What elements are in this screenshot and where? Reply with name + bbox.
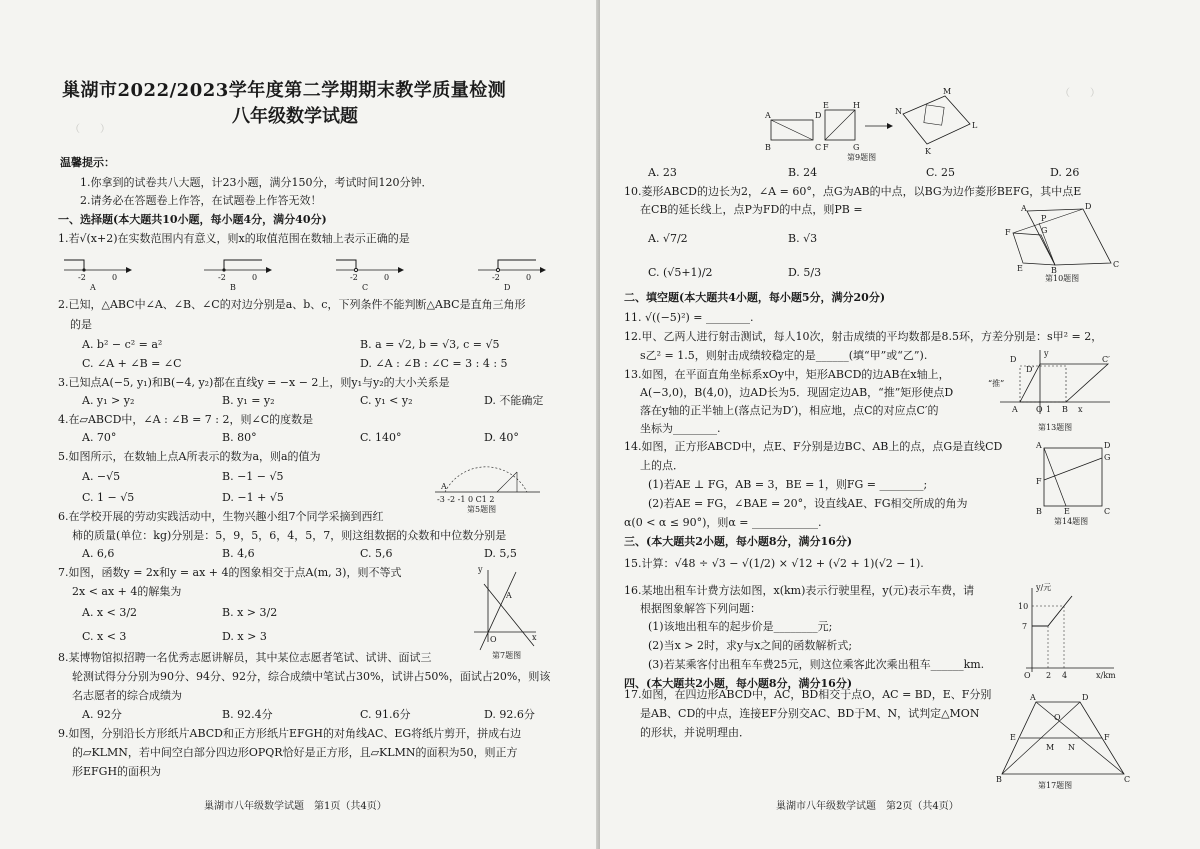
svg-text:0: 0 [252,273,258,282]
q7-figure [470,562,540,658]
svg-text:-2: -2 [492,273,500,282]
svg-text:K: K [925,147,931,156]
svg-text:B: B [1051,266,1057,275]
q14-part-1: (1)若AE ⊥ FG，AB = 3，BE = 1，则FG = ________; [648,478,928,491]
q1-option-b: B [230,283,236,292]
q6-stem-1: 6.在学校开展的劳动实践活动中，生物兴趣小组7个同学采摘到西红 [58,510,384,523]
q8-stem-2: 轮测试得分分别为90分、94分、92分，综合成绩中笔试占30%，试讲占50%，面试占20%，则该 [72,670,551,683]
section4-heading: 四、(本大题共2小题，每小题8分，满分16分) [624,677,853,690]
q9-option-d: D. 26 [1050,166,1080,179]
svg-text:M: M [1046,743,1055,752]
q14-stem-2: 上的点． [640,459,684,472]
svg-text:C: C [1113,260,1120,269]
q8-option-c: C. 91.6分 [360,708,411,721]
q2-option-d: D. ∠A : ∠B : ∠C = 3 : 4 : 5 [360,357,508,370]
section3-heading: 三、(本大题共2小题，每小题8分，满分16分) [624,535,853,548]
svg-text:E: E [1010,733,1016,742]
svg-text:B: B [1036,507,1042,516]
q13-stem-3: 落在y轴的正半轴上(落点记为D′)，相应地，点C的对应点C′的 [640,404,939,417]
q7-option-b: B. x > 3/2 [222,606,278,619]
svg-text:D: D [1104,441,1111,450]
footer-right: 巢湖市八年级数学试题 第2页（共4页） [776,801,959,812]
svg-text:4: 4 [1062,671,1068,680]
bleed-through-right: （ ） [1060,88,1100,99]
svg-text:C′: C′ [1102,355,1110,364]
svg-text:O: O [1054,713,1061,722]
q6-option-c: C. 5,6 [360,547,393,560]
svg-text:第7题图: 第7题图 [492,651,522,660]
footer-left: 巢湖市八年级数学试题 第1页（共4页） [204,801,387,812]
svg-text:G: G [853,143,860,152]
q6-stem-2: 柿的质量(单位：kg)分别是：5，9，5，6，4，5，7，则这组数据的众数和中位数分别是 [72,529,507,542]
svg-text:A: A [506,591,512,600]
q7-stem-2: 2x < ax + 4的解集为 [72,585,182,598]
q8-option-a: A. 92分 [82,708,122,721]
q3-stem: 3.已知点A(−5, y₁)和B(−4, y₂)都在直线y = −x − 2上，则y₁与y₂的大小关系是 [58,376,450,389]
svg-text:x: x [532,633,537,642]
q12-stem-1: 12.甲、乙两人进行射击测试，每人10次，射击成绩的平均数都是8.5环，方差分别是：s甲² = 2， [624,330,1103,343]
q3-option-b: B. y₁ = y₂ [222,394,275,407]
q7-option-d: D. x > 3 [222,630,267,643]
q8-option-d: D. 92.6分 [484,708,535,721]
q3-option-a: A. y₁ > y₂ [82,394,135,407]
svg-text:D: D [1082,693,1089,702]
q1-number-lines [60,252,600,292]
q17-stem-3: 的形状，并说明理由． [640,726,750,739]
q8-stem-3: 名志愿者的综合成绩为 [72,689,182,702]
svg-text:O: O [1024,671,1031,680]
q4-option-b: B. 80° [222,431,257,444]
q4-stem: 4.在▱ABCD中，∠A : ∠B = 7 : 2，则∠C的度数是 [58,413,314,426]
note-2: 2.请务必在答题卷上作答，在试题卷上作答无效！ [80,194,322,207]
q14-part-2: (2)若AE = FG，∠BAE = 20°，设直线AE、FG相交所成的角为 [648,497,968,510]
q14-stem-1: 14.如图，正方形ABCD中，点E、F分别是边BC、AB上的点，点G是直线CD [624,440,1003,453]
q16-stem-2: 根据图象解答下列问题： [640,602,761,615]
svg-text:-2: -2 [218,273,226,282]
svg-text:10: 10 [1018,602,1029,611]
svg-text:C: C [1124,775,1131,784]
exam-title: 巢湖市2022/2023学年度第二学期期末教学质量检测 [62,80,507,101]
svg-text:y: y [1044,349,1049,358]
svg-text:F: F [1005,228,1011,237]
q2-stem-2: 的是 [70,318,92,331]
svg-text:-2: -2 [350,273,358,282]
svg-text:O: O [490,635,497,644]
q2-option-a: A. b² − c² = a² [82,338,163,351]
exam-subtitle: 八年级数学试题 [232,106,358,127]
q1-option-a: A [90,283,96,292]
q10-option-b: B. √3 [788,232,818,245]
q7-option-a: A. x < 3/2 [82,606,138,619]
svg-text:y/元: y/元 [1036,583,1052,592]
q17-figure [996,693,1136,792]
svg-text:L: L [972,121,978,130]
q15-stem: 15.计算：√48 ÷ √3 − √(1/2) × √12 + (√2 + 1)(√2 − 1). [624,557,924,570]
q3-option-d: D. 不能确定 [484,394,544,407]
svg-text:G: G [1104,453,1111,462]
q10-option-a: A. √7/2 [648,232,688,245]
svg-text:0: 0 [384,273,390,282]
notes-heading: 温馨提示： [60,156,115,169]
q8-option-b: B. 92.4分 [222,708,273,721]
q6-option-a: A. 6,6 [82,547,115,560]
q5-option-b: B. −1 − √5 [222,470,284,483]
note-1: 1.你拿到的试卷共八大题，计23小题，满分150分，考试时间120分钟． [80,176,433,189]
q16-figure [1010,584,1120,680]
svg-text:P: P [1041,214,1047,223]
svg-text:E: E [1064,507,1070,516]
q11-stem: 11. √((−5)²) = ________. [624,311,754,324]
svg-text:A: A [765,111,771,120]
svg-text:F: F [1036,477,1042,486]
svg-text:y: y [478,565,483,574]
q5-option-d: D. −1 + √5 [222,491,284,504]
svg-text:第9题图: 第9题图 [847,153,877,162]
svg-text:0: 0 [112,273,118,282]
q6-option-b: B. 4,6 [222,547,255,560]
q16-part-3: (3)若某乘客付出租车车费25元，则这位乘客此次乘出租车______km. [648,658,985,671]
q9-stem-1: 9.如图，分别沿长方形纸片ABCD和正方形纸片EFGH的对角线AC、EG将纸片剪开，拼成右边 [58,727,522,740]
q5-option-c: C. 1 − √5 [82,491,135,504]
q14-figure [1032,440,1122,526]
q5-figure [435,452,545,514]
svg-text:x: x [1078,405,1083,414]
svg-text:A: A [1036,441,1042,450]
svg-text:A: A [1021,204,1027,213]
q14-part-3: α(0 < α ≤ 90°)，则α = ____________. [624,516,822,529]
q13-stem-2: A(−3,0)，B(4,0)，边AD长为5．现固定边AB，“推”矩形使点D [640,386,954,399]
q2-stem-1: 2.已知，△ABC中∠A、∠B、∠C的对边分别是a、b、c，下列条件不能判断△ABC是直角三角形 [58,298,526,311]
q16-part-1: (1)该地出租车的起步价是________元; [648,620,833,633]
q5-option-a: A. −√5 [82,470,121,483]
svg-text:x/km: x/km [1096,671,1116,680]
section2-heading: 二、填空题(本大题共4小题，每小题5分，满分20分) [624,291,886,304]
svg-text:第17题图: 第17题图 [1038,781,1073,790]
q4-option-d: D. 40° [484,431,519,444]
svg-text:-2: -2 [78,273,86,282]
svg-text:G: G [1041,226,1048,235]
q13-stem-1: 13.如图，在平面直角坐标系xOy中，矩形ABCD的边AB在x轴上， [624,368,950,381]
svg-text:7: 7 [1022,622,1028,631]
svg-text:2: 2 [1046,671,1052,680]
q7-option-c: C. x < 3 [82,630,127,643]
q17-stem-1: 17.如图，在四边形ABCD中，AC，BD相交于点O，AC = BD，E、F分别 [624,688,992,701]
svg-text:0: 0 [526,273,532,282]
q9-option-b: B. 24 [788,166,818,179]
svg-text:N: N [895,107,902,116]
svg-text:第10题图: 第10题图 [1045,274,1080,283]
q16-part-2: (2)当x > 2时，求y与x之间的函数解析式; [648,639,853,652]
svg-text:A: A [1030,693,1036,702]
q9-stem-2: 的▱KLMN，若中间空白部分四边形OPQR恰好是正方形，且▱KLMN的面积为50，则正方 [72,746,518,759]
svg-text:1: 1 [1046,405,1052,414]
svg-text:B: B [765,143,771,152]
svg-text:“推”: “推” [988,379,1005,388]
q9-figure [765,87,985,162]
q9-stem-3: 形EFGH的面积为 [72,765,162,778]
q16-stem-1: 16.某地出租车计费方法如图，x(km)表示行驶里程，y(元)表示车费，请 [624,584,975,597]
svg-text:C: C [1104,507,1111,516]
right-page [600,0,1200,849]
q13-stem-4: 坐标为________. [640,422,721,435]
q7-stem-1: 7.如图，函数y = 2x和y = ax + 4的图象相交于点A(m, 3)，则不等式 [58,566,402,579]
q1-option-d: D [504,283,511,292]
q5-stem: 5.如图所示，在数轴上点A所表示的数为a，则a的值为 [58,450,321,463]
svg-text:D: D [1010,355,1017,364]
svg-text:H: H [853,101,860,110]
svg-text:A: A [1012,405,1018,414]
q8-stem-1: 8.某博物馆拟招聘一名优秀志愿讲解员，其中某位志愿者笔试、试讲、面试三 [58,651,432,664]
q13-figure [988,349,1118,434]
q10-figure [1005,202,1125,283]
svg-text:F: F [823,143,829,152]
q4-option-a: A. 70° [82,431,117,444]
svg-text:第5题图: 第5题图 [467,505,497,514]
svg-text:D: D [815,111,822,120]
svg-text:F: F [1104,733,1110,742]
svg-text:D′: D′ [1026,365,1035,374]
svg-text:D: D [1085,202,1092,211]
svg-text:E: E [1017,264,1023,273]
svg-text:M: M [943,87,952,96]
svg-text:C: C [815,143,822,152]
q9-option-c: C. 25 [926,166,956,179]
svg-text:E: E [823,101,829,110]
svg-text:-3 -2 -1 0 C1 2: -3 -2 -1 0 C1 2 [437,495,495,504]
svg-text:N: N [1068,743,1075,752]
q10-option-c: C. (√5+1)/2 [648,266,713,279]
q1-option-c: C [362,283,369,292]
svg-text:第13题图: 第13题图 [1038,423,1073,432]
section1-heading: 一、选择题(本大题共10小题，每小题4分，满分40分) [58,213,327,226]
q3-option-c: C. y₁ < y₂ [360,394,413,407]
svg-text:第14题图: 第14题图 [1054,517,1089,526]
q10-stem-2: 在CB的延长线上，点P为FD的中点，则PB = [640,203,863,216]
q2-option-b: B. a = √2, b = √3, c = √5 [360,338,500,351]
q2-option-c: C. ∠A + ∠B = ∠C [82,357,182,370]
q17-stem-2: 是AB、CD的中点，连接EF分别交AC、BD于M、N，试判定△MON [640,707,980,720]
q10-stem-1: 10.菱形ABCD的边长为2，∠A = 60°，点G为AB的中点，以BG为边作菱形BEFG，其中点E [624,185,1082,198]
q9-option-a: A. 23 [648,166,677,179]
svg-text:A: A [441,482,447,491]
q4-option-c: C. 140° [360,431,402,444]
svg-text:B: B [1062,405,1068,414]
q6-option-d: D. 5,5 [484,547,517,560]
q12-stem-2: s乙² = 1.5，则射击成绩较稳定的是______(填“甲”或“乙”). [640,349,928,362]
svg-text:B: B [996,775,1002,784]
bleed-through: （ ） [70,124,225,135]
q1-stem: 1.若√(x+2)在实数范围内有意义，则x的取值范围在数轴上表示正确的是 [58,232,410,245]
q10-option-d: D. 5/3 [788,266,822,279]
svg-text:O: O [1036,405,1043,414]
